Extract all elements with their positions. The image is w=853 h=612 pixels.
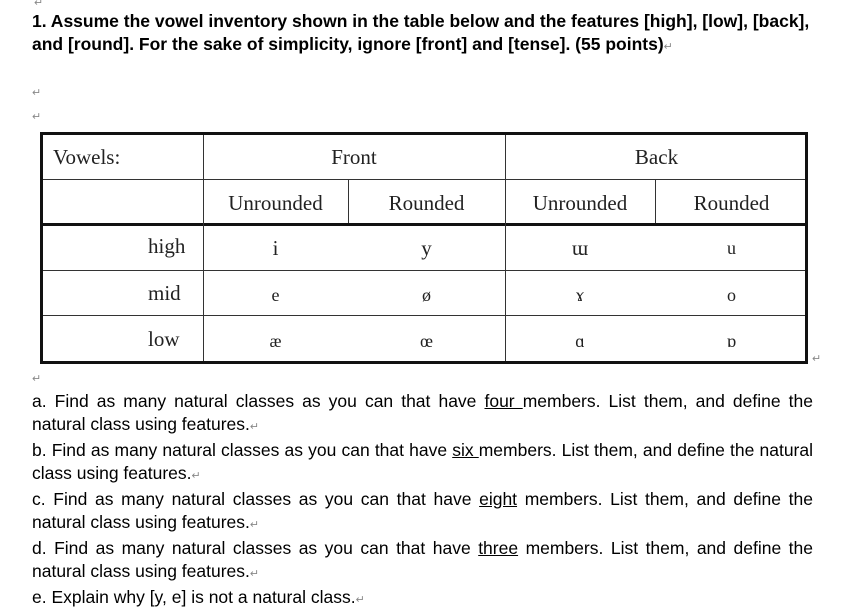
part-a-emphasis: four <box>484 391 523 411</box>
paragraph-mark: ↵ <box>249 421 260 433</box>
paragraph-mark: ↵ <box>249 519 260 531</box>
part-d-emphasis: three <box>478 538 519 558</box>
vowel-cell: e <box>271 285 280 305</box>
paragraph-mark: ↵ <box>191 470 201 482</box>
table-rule-thick <box>43 223 805 226</box>
paragraph-mark: ↵ <box>32 87 42 99</box>
table-rule <box>43 315 805 316</box>
subheader-back-rounded: Rounded <box>693 191 770 215</box>
paragraph-mark: ↵ <box>663 40 673 53</box>
header-back: Back <box>634 145 679 169</box>
part-b-emphasis: six <box>452 440 479 460</box>
part-b-text-end: members. List them, and define the natural class using features. <box>32 440 813 483</box>
vowel-cell: y <box>421 236 432 260</box>
table-corner-label: Vowels: <box>53 145 121 169</box>
paragraph-mark: ↵ <box>355 594 365 606</box>
vowel-cell: ɤ <box>576 285 584 305</box>
paragraph-mark: ↵ <box>34 0 44 9</box>
vowel-cell: ɒ <box>726 331 737 351</box>
row-label-high: high <box>148 234 186 258</box>
vowel-cell: æ <box>269 331 282 351</box>
part-b <box>32 439 813 488</box>
row-label-mid: mid <box>148 281 181 305</box>
vowel-cell: ɑ <box>575 331 585 351</box>
part-a-text: a. Find as many natural classes as you can that have <box>32 391 485 411</box>
question-title <box>32 10 822 58</box>
table-rule <box>43 270 805 271</box>
part-a <box>32 390 813 439</box>
part-a-text-end: members. List them, and define the natural class using features. <box>32 391 813 434</box>
vowel-cell: u <box>727 238 736 258</box>
part-e <box>32 586 813 612</box>
subheader-back-unrounded: Unrounded <box>532 191 628 215</box>
part-d-text: d. Find as many natural classes as you can that have <box>32 538 479 558</box>
vowel-table <box>40 132 808 364</box>
vowel-cell: ɯ <box>571 236 589 260</box>
vowel-cell: o <box>727 285 736 305</box>
part-c <box>32 488 813 537</box>
paragraph-mark: ↵ <box>812 353 822 365</box>
question-parts <box>32 390 813 612</box>
table-rule <box>43 179 805 180</box>
paragraph-mark: ↵ <box>249 568 260 580</box>
part-c-text: c. Find as many natural classes as you can that have <box>32 489 480 509</box>
part-e-text: e. Explain why [y, e] is not a natural class. <box>32 587 356 607</box>
subheader-front-rounded: Rounded <box>388 191 465 215</box>
part-d <box>32 537 813 586</box>
subheader-front-unrounded: Unrounded <box>228 191 323 215</box>
part-d-text-end: members. List them, and define the natural class using features. <box>32 538 813 581</box>
part-c-text-end: members. List them, and define the natural class using features. <box>32 489 813 532</box>
part-c-emphasis: eight <box>479 489 518 509</box>
vowel-cell: ø <box>422 285 431 305</box>
row-label-low: low <box>148 327 180 351</box>
paragraph-mark: ↵ <box>32 373 42 385</box>
vowel-cell: i <box>272 236 279 260</box>
paragraph-mark: ↵ <box>32 111 42 123</box>
question-title-text: 1. Assume the vowel inventory shown in the table below and the features [high], [low], [back], and [round]. For the sake of simplicity, ignore [front] and [tense]. (55 points) <box>32 11 810 54</box>
part-b-text: b. Find as many natural classes as you can that have <box>32 440 453 460</box>
header-front: Front <box>331 145 377 169</box>
vowel-cell: œ <box>420 331 433 351</box>
